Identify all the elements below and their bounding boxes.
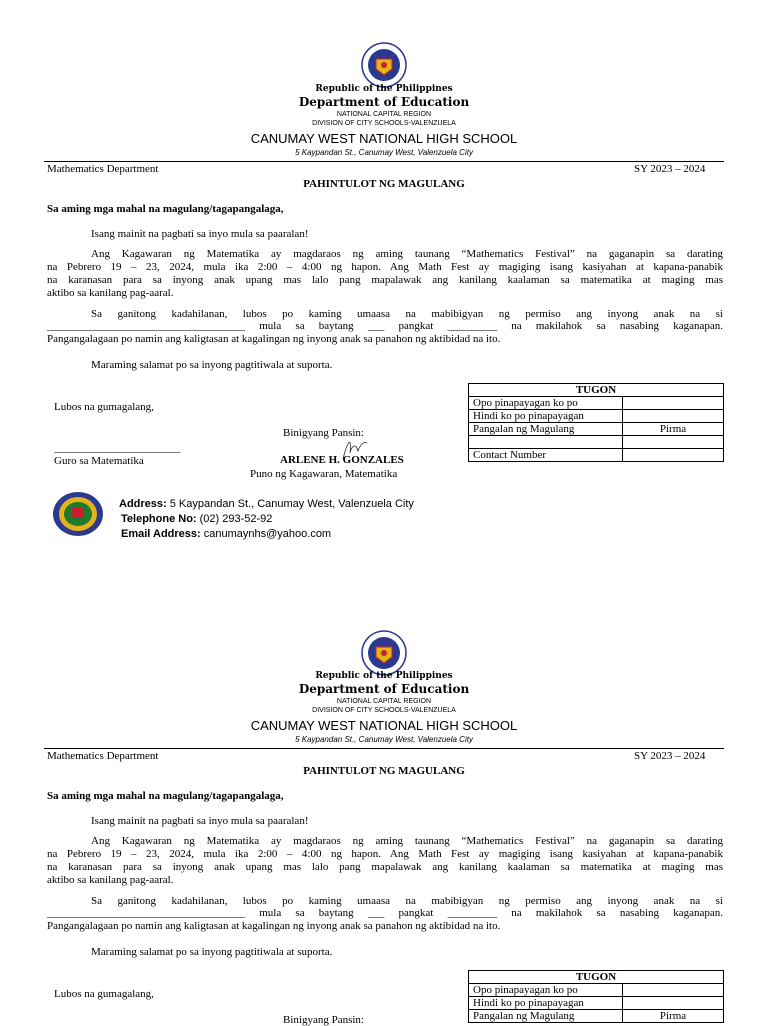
teacher-label: Guro sa Matematika xyxy=(54,455,144,467)
para1-line3: na karanasan para sa inyong anak upang mas lalo pang mapalawak ang kanilang kaalaman sa matematika at maging mas xyxy=(47,274,723,286)
department-label: Mathematics Department xyxy=(47,750,159,762)
division-text: DIVISION OF CITY SCHOOLS-VALENZUELA xyxy=(312,707,456,714)
closing: Lubos na gumagalang, xyxy=(54,401,154,413)
school-name: CANUMAY WEST NATIONAL HIGH SCHOOL xyxy=(250,131,518,146)
tugon-signature: Pirma xyxy=(623,423,724,436)
para1-line3: na karanasan para sa inyong anak upang mas lalo pang mapalawak ang kanilang kaalaman sa matematika at maging mas xyxy=(47,861,723,873)
head-name: ARLENE H. GONZALES xyxy=(280,454,404,466)
header-divider xyxy=(44,161,724,162)
para1-line2: na Pebrero 19 – 23, 2024, mula ika 2:00 – 4:00 ng hapon. Ang Math Fest ay magiging isang kasiyahan at kapana-panabik xyxy=(47,848,723,860)
greeting: Isang mainit na pagbati sa inyo mula sa paaralan! xyxy=(91,228,309,240)
para1-line1: Ang Kagawaran ng Matematika ay magdaraos ng aming taunang “Mathematics Festival” na gaganapin sa darating xyxy=(91,248,723,260)
letter-title: PAHINTULOT NG MAGULANG xyxy=(303,765,465,777)
para1-line2: na Pebrero 19 – 23, 2024, mula ika 2:00 – 4:00 ng hapon. Ang Math Fest ay magiging isang kasiyahan at kapana-panabik xyxy=(47,261,723,273)
tugon-table xyxy=(468,383,724,462)
school-address: 5 Kaypandan St., Canumay West, Valenzuela City xyxy=(295,735,473,744)
para2-line2: ____________________________________ mula sa baytang ___ pangkat _________ na makilahok sa nasabing kaganapan. xyxy=(47,907,723,919)
division-text: DIVISION OF CITY SCHOOLS-VALENZUELA xyxy=(312,120,456,127)
footer-address xyxy=(119,498,414,510)
para2-line3: Pangangalagaan po namin ang kaligtasan at kagalingan ng inyong anak sa panahon ng aktibidad na ito. xyxy=(47,333,501,345)
noted-label: Binigyang Pansin: xyxy=(283,1014,364,1026)
footer-phone-label: Telephone No: xyxy=(121,513,197,525)
thanks: Maraming salamat po sa inyong pagtitiwala at suporta. xyxy=(91,359,333,371)
department-name: Department of Education xyxy=(298,682,470,696)
tugon-signature: Pirma xyxy=(623,1010,724,1023)
footer-email xyxy=(121,528,331,540)
tugon-signature-field[interactable] xyxy=(623,436,724,449)
deped-seal-icon xyxy=(361,630,407,676)
school-year: SY 2023 – 2024 xyxy=(634,750,706,762)
closing: Lubos na gumagalang, xyxy=(54,988,154,1000)
tugon-parent-name-field[interactable] xyxy=(469,436,623,449)
region-text: NATIONAL CAPITAL REGION xyxy=(336,111,432,118)
tugon-header: TUGON xyxy=(469,971,724,984)
tugon-header: TUGON xyxy=(469,384,724,397)
salutation: Sa aming mga mahal na magulang/tagapangalaga, xyxy=(47,790,284,802)
footer-phone-value: (02) 293-52-92 xyxy=(199,513,273,525)
tugon-parent-name: Pangalan ng Magulang xyxy=(469,1010,623,1023)
para1-line4: aktibo sa kanilang pag-aaral. xyxy=(47,874,174,886)
para2-line3: Pangangalagaan po namin ang kaligtasan at kagalingan ng inyong anak sa panahon ng aktibidad na ito. xyxy=(47,920,501,932)
school-logo-icon xyxy=(52,491,104,537)
school-year: SY 2023 – 2024 xyxy=(634,163,706,175)
tugon-yes: Opo pinapayagan ko po xyxy=(469,397,623,410)
republic-text: Republic of the Philippines xyxy=(315,671,453,681)
tugon-parent-name: Pangalan ng Magulang xyxy=(469,423,623,436)
tugon-no: Hindi ko po pinapayagan xyxy=(469,410,623,423)
tugon-yes: Opo pinapayagan ko po xyxy=(469,984,623,997)
header-divider xyxy=(44,748,724,749)
para1-line1: Ang Kagawaran ng Matematika ay magdaraos ng aming taunang “Mathematics Festival” na gaganapin sa darating xyxy=(91,835,723,847)
para2-line1: Sa ganitong kadahilanan, lubos po kaming umaasa na mabibigyan ng permiso ang inyong anak na si xyxy=(91,308,723,320)
greeting: Isang mainit na pagbati sa inyo mula sa paaralan! xyxy=(91,815,309,827)
para2-line1: Sa ganitong kadahilanan, lubos po kaming umaasa na mabibigyan ng permiso ang inyong anak na si xyxy=(91,895,723,907)
letter-title: PAHINTULOT NG MAGULANG xyxy=(303,178,465,190)
school-address: 5 Kaypandan St., Canumay West, Valenzuela City xyxy=(295,148,473,157)
tugon-contact-field[interactable] xyxy=(623,449,724,462)
department-label: Mathematics Department xyxy=(47,163,159,175)
footer-phone xyxy=(121,513,272,525)
tugon-no: Hindi ko po pinapayagan xyxy=(469,997,623,1010)
school-name: CANUMAY WEST NATIONAL HIGH SCHOOL xyxy=(250,718,518,733)
para1-line4: aktibo sa kanilang pag-aaral. xyxy=(47,287,174,299)
para2-line2: ____________________________________ mula sa baytang ___ pangkat _________ na makilahok sa nasabing kaganapan. xyxy=(47,320,723,332)
noted-label: Binigyang Pansin: xyxy=(283,427,364,439)
tugon-contact: Contact Number xyxy=(469,449,623,462)
region-text: NATIONAL CAPITAL REGION xyxy=(336,698,432,705)
deped-seal-icon xyxy=(361,42,407,88)
footer-email-label: Email Address: xyxy=(121,528,201,540)
teacher-line: _______________________ xyxy=(54,442,181,454)
salutation: Sa aming mga mahal na magulang/tagapangalaga, xyxy=(47,203,284,215)
department-name: Department of Education xyxy=(298,95,470,109)
footer-email-value[interactable]: canumaynhs@yahoo.com xyxy=(203,528,332,540)
head-title: Puno ng Kagawaran, Matematika xyxy=(250,468,398,480)
footer-address-label: Address: xyxy=(119,498,167,510)
republic-text: Republic of the Philippines xyxy=(315,84,453,94)
thanks: Maraming salamat po sa inyong pagtitiwala at suporta. xyxy=(91,946,333,958)
footer-address-value: 5 Kaypandan St., Canumay West, Valenzuela City xyxy=(169,498,414,510)
